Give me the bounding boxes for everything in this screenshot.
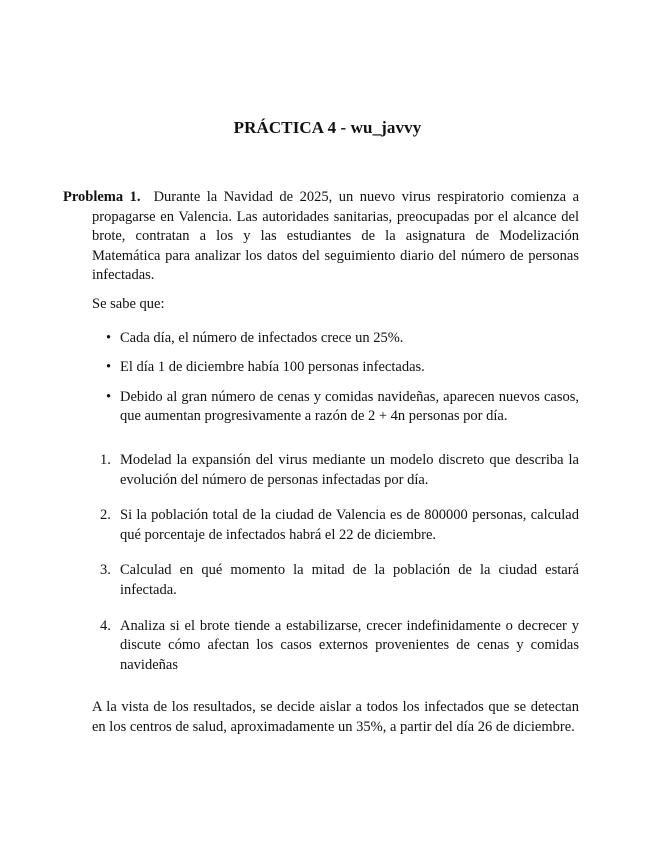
- facts-list: [92, 329, 579, 427]
- task-text: Modelad la expansión del virus mediante un modelo discreto que describa la evolución del número de personas infectadas por día.: [120, 451, 579, 488]
- task-number: 3.: [100, 562, 111, 579]
- list-item: [92, 561, 579, 600]
- problem-intro-text: Durante la Navidad de 2025, un nuevo virus respiratorio comienza a propagarse en Valencia. Las autoridades sanitarias, preocupadas por el alcance del brote, contratan a los y las estudiantes de la asignatura de Modelización Matemática para analizar los datos del seguimiento diario del número de personas infectadas.: [92, 189, 580, 284]
- problem-body: [92, 295, 579, 738]
- list-item: [92, 388, 579, 427]
- problem-label: Problema 1.: [63, 189, 141, 205]
- list-item: [92, 329, 579, 349]
- se-sabe-text: Se sabe que:: [92, 295, 165, 312]
- task-number: 2.: [100, 507, 111, 524]
- task-text: Si la población total de la ciudad de Valencia es de 800000 personas, calculad qué porcentaje de infectados habrá el 22 de diciembre.: [120, 507, 579, 543]
- list-item: [92, 506, 579, 545]
- bullet-icon: •: [106, 329, 112, 346]
- problem-section: [63, 188, 579, 737]
- tasks-list: [92, 451, 579, 675]
- task-text: Analiza si el brote tiende a estabilizarse, crecer indefinidamente o decrecer y discute cómo afectan los casos externos provenientes de cenas y comidas navideñas: [120, 617, 579, 673]
- list-item: [92, 451, 579, 490]
- list-item: [92, 617, 579, 676]
- fact-text: Cada día, el número de infectados crece un 25%.: [120, 329, 404, 346]
- bullet-icon: •: [106, 388, 112, 405]
- bullet-icon: •: [106, 359, 112, 376]
- list-item: [92, 358, 579, 378]
- closing-paragraph: A la vista de los resultados, se decide aislar a todos los infectados que se detectan en los centros de salud, aproximadamente un 35%, a partir del día 26 de diciembre.: [92, 699, 579, 735]
- fact-text: Debido al gran número de cenas y comidas navideñas, aparecen nuevos casos, que aumentan progresivamente a razón de 2 + 4n personas por día.: [120, 388, 579, 425]
- fact-text: El día 1 de diciembre había 100 personas infectadas.: [120, 359, 425, 376]
- task-number: 1.: [100, 451, 111, 468]
- task-text: Calculad en qué momento la mitad de la población de la ciudad estará infectada.: [120, 562, 579, 598]
- page-title: PRÁCTICA 4 - wu_javvy: [233, 118, 422, 137]
- problem-intro: [63, 188, 579, 286]
- task-number: 4.: [100, 617, 111, 634]
